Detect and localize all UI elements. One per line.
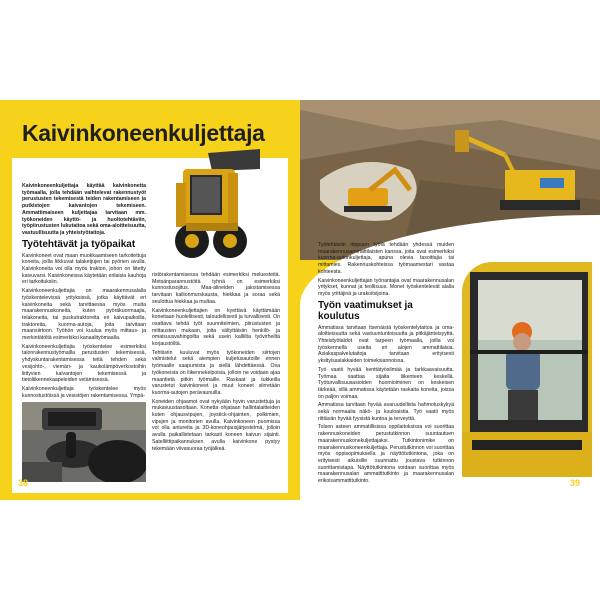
body-paragraph: Kaivinkoneenkuljettajia työskentelee esimerkiksi talonrakennustyömailla perustusten tekemisessä, yhdyskuntarakentamisessa teitä tehden sekä vesijohto-, viemäri- ja kaukolämpöverkostoihin liittyvien kaivantojen tekemisessä ja tietoliikennekaapeleiden vetämisessä. xyxy=(22,343,146,384)
body-paragraph: Kaivinkoneenkuljettaja työskentelee myös kunnostustöissä ja vesistöjen rakentamisessa. Ympä- xyxy=(22,385,146,399)
body-paragraph: Kaivinkoneenkuljettajan työnantajia ovat maarakennusalan yritykset, kunnat ja teollisuus. Monet työskentelevät alalla myös yrittäjinä ja urakoitsijoina. xyxy=(318,277,454,297)
cab-controls-photo xyxy=(22,402,146,482)
right-column-1 xyxy=(318,242,454,487)
left-column-2 xyxy=(152,272,280,454)
body-paragraph: Tehtäviin kuuluvat myös työkoneiden siirtojen valmistelut sekä aiempien kuljetusautoille ennen työmaalle saapumista ja siellä lähdettäessä. Osa työkoneista on liikennekelpoisia, jolloin ne voidaan ajaa maantietä pitkin työmaille. Raskaat ja tukkeilla varustetut kaivinkoneet ja muut koneet siirretään kuorma-autojen perävaunuilla. xyxy=(152,349,280,396)
body-paragraph: Kaivinkoneenkuljettajia on maarakennusalalla työskentelevissä yrityksissä, jotka käyttävät eri kaivinkoneita sekä tarvittaessa myös muita maarakennuskoneita, kuten pyöräkuormaajia, telakoneita, tai puskutraktoreita eri kaivupaikoilla, traktoreita, kuorma-autoja, joita tarvitaan maansiirtoon. Työhön voi kuulua myös mittaus- ja merkintätöitä esimerkiksi kanaalityömaalla. xyxy=(22,288,146,342)
body-paragraph: Ammatissa tarvitaan itsenäistä työskentelytaitoa ja oma-aloitteisuutta sekä vastuuntuntoisuutta ja pitkäjänteisyyttä. Yhteistyötaidot ovat tarpeen työmaalla, joilla voi työskennellä useita eri alojen ammattilaisia. Asiakaspalvelutaitoja tarvitaan erityisesti yksityisasiakkaiden toimeksiannoissa. xyxy=(318,324,454,365)
heading-requirements: Työn vaatimukset ja koulutus xyxy=(318,299,413,322)
intro-paragraph: Kaivinkoneenkuljettaja käyttää kaivinkonetta työmaalla, jolla tehdään vaihtelevat rakennustyöt perustusten tekemisestä teiden rakentamiseen ja putkistojen kaivantojen tekemiseen. Ammattimaiseen kuljettajaa tarvitaan mm. työkoneiden käyttö- ja huoltotehtäviin, työpiirustusten lukutaitoa sekä oma-aloitteisuutta, vastuullisuutta ja yhteistyötaitoja. xyxy=(22,183,146,236)
page-number-right: 39 xyxy=(570,478,581,488)
body-paragraph: Ammatissa tarvitaan hyvää avaruudellista hahmotuskykyä sekä normaalia näkö- ja kuuloaistia. Työ vaatii myös riittävän hyvää fyysistä kuntoa ja terveyttä. xyxy=(318,402,454,422)
left-column-1 xyxy=(22,183,146,401)
skid-steer-loader-photo xyxy=(168,145,263,270)
heading-tasks: Työtehtävät ja työpaikat xyxy=(22,238,136,250)
page-title: Kaivinkoneenkuljettaja xyxy=(22,120,265,146)
book-spread xyxy=(0,100,600,500)
body-paragraph: Työ vaatii hyvää kenttätyösilmää ja tarkkaavaisuutta. Työmaa saattaa sijaita liikenteen keskellä. Työturvallisuusasioiden huomioiminen on keskeisen tärkeää, sillä ammatissa käytetään raskaita koneita, joissa on paljon voimaa. xyxy=(318,366,454,400)
body-paragraph: Tolsen asteen ammatillisissa oppilaitoksissa voi suorittaa rakennuskoneiden perustutkinnon suuntautuen maarakennuskonekuljettajaksi. Tutkintonimike on maarakennuskoneenkuljettaja. Perustutkinnon voi suorittaa myös oppisopimuksella ja näyttötutkintona, joka on erityisesti aikuisille suunnattu joustava tutkinnon suorittamistapa. Näyttötutkintona voidaan suorittaa myös maarakennusalan ammattitutkinto ja maarakennusalan erikoisammattitutkinto. xyxy=(318,424,454,485)
body-paragraph: ristörakentamisessa tehdään esimerkiksi meluesteitä. Metsänparannustöitä tyhnä on esimerkiksi kunnostusojitus. Maa-alineiden jalostamisessa tarvitaan kallionmurskausta, hiekkaa ja soraa sekä seulottua hiekkaa ja multaa. xyxy=(152,272,280,305)
body-paragraph: Koneiden ohjaamot ovat nykyään hyvin varustettuja ja mukavuustasoltaan. Konetta ohjataan hallintalaitteiden kuten ohjausvipujen, joystick-ohjainten, polkimien, vipujen ja monitorien avulla. Kaivinkoneen puomissa voi olla antureita ja 3D-koneohjausjärjestelmä, jolloin avulla paikallistetaan tarkasti koneen kaivun sijainti. Satelliittipaikannuksen avulla kaivinkone pystyy tekemään viivasuoraa työjälkeä. xyxy=(152,398,280,452)
body-paragraph: Kaivinkoneenkuljettajien on kyettävä käyttämään koneitaan huolellisesti, taloudellisesti ja turvallisesti. On osattava tehdä työt suunnitelmien, piirustusten ja mittausten mukaan, joita vältyttäisiin henkilö- ja omaisuusvahingoilta sekä usein kalliilta työvirheiltä korjaustöiltä. xyxy=(152,307,280,348)
body-paragraph: Kaivinkoneet ovat maan muokkaamiseen tarkoitettuja koneita, joilla liikkuvat talaketjujen tai pyörien avulla. Kaivinkoneita voi olla myös traktori, johon on liitetty kaivuvarsi. Kaivinkoneissa käytetään erilaisia kauhoja eri tarkoituksiin. xyxy=(22,252,146,286)
operator-in-cab-photo xyxy=(462,262,592,477)
body-paragraph: Työtehtäviin riippuen työtä tehdään yhdessä muiden maarakennusammattilaisten kanssa, joita ovat esimerkiksi kuorma-autonkuljettaja, apuna olevia tasoittajia tai mittamies. Rakennuskohteissa työmaamestari vastaa kohteesta. xyxy=(318,242,454,275)
page-number-left: 38 xyxy=(18,478,29,488)
